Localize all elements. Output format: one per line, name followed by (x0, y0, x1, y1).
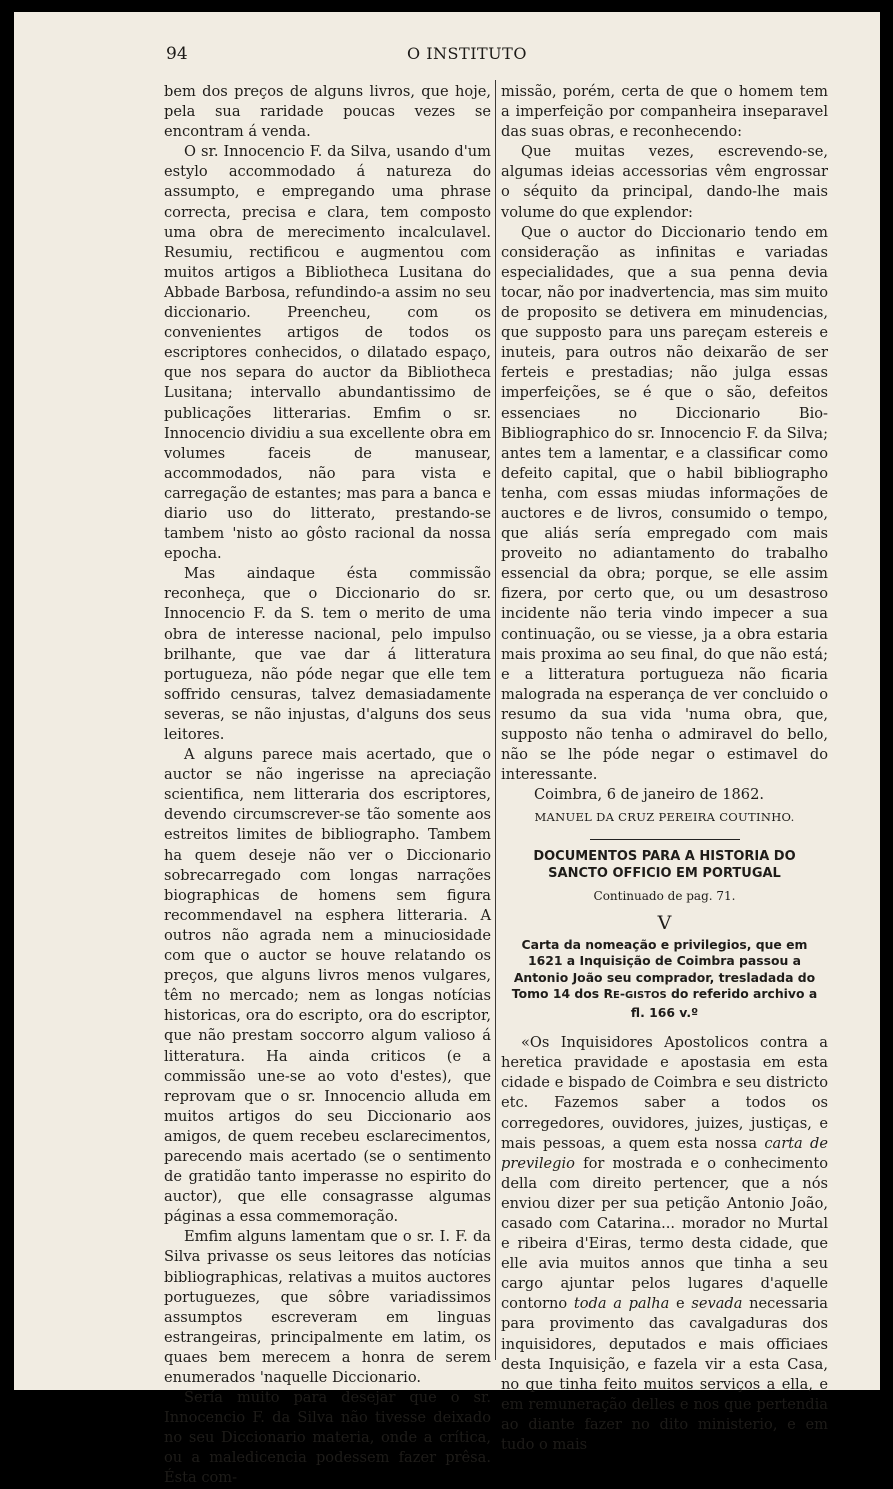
text-run: for mostrada e o conhecimento della com direito pertencer, que a nós enviou dizer per sua petição Antonio João, casado com Catarina... morador no Murtal e ribeira d'Eiras, termo desta cidade, que elle avia muitos annos que tinha a seu cargo ajuntar pelos lugares d'aquelle contorno (501, 1154, 828, 1313)
italic-text: carta de previlegio (501, 1134, 828, 1172)
text-run: necessaria para provimento das cavalgaduras dos inquisidores, deputados e mais officiaes desta Inquisição, e fazela vir a esta Casa, no que tinha feito muitos serviços a ella, e em remuneração delles e nos que pertendia ao diante fazer no dito ministerio, e em tudo o mais (501, 1295, 829, 1454)
paragraph: Sería muito para desejar que o sr. Innocencio F. da Silva não tivesse deixado no seu Diccionario materia, onde a crítica, ou a maledicencia podessem fazer prêsa. Ésta com- (164, 1389, 491, 1487)
section-rule (590, 839, 740, 840)
small-caps: E (613, 990, 620, 1002)
paragraph: A alguns parece mais acertado, que o auctor se não ingerisse na apreciação scientifica, nem litteraria dos escriptores, devendo circumscrever-se tão somente aos estreitos limites de bibliographo. Tambem ha quem deseje não ver o Diccionario sobrecarregado com longas narrações biographicas de homens sem figura recommendavel na esphera litteraria. A outros não agrada nem a minuciosidade com que o auctor se houve relatando os preços, que alguns livros menos vulgares, têm no mercado; nem as longas notícias historicas, ora do escripto, ora do escriptor, que não prestam soccorro algum valioso á litteratura. Ha ainda criticos (e a commissão une-se ao voto d'estes), que reprovam que o sr. Innocencio alluda em muitos artigos do seu Diccionario aos amigos, de quem recebeu esclarecimentos, parecendo mais acertado (se o sentimento de gratidão tanto imperasse no espirito do auctor), que elle consagrasse algumas páginas a essa commemoração. (164, 746, 491, 1226)
paragraph: Mas aindaque ésta commissão reconheça, que o Diccionario do sr. Innocencio F. da S. tem o merito de uma obra de interesse nacional, pelo impulso brilhante, que vae dar á litteratura portugueza, não póde negar que elle tem soffrido censuras, talvez demasiadamente severas, se não injustas, d'alguns dos seus leitores. (164, 565, 491, 743)
continuation-note: Continuado de pag. 71. (593, 889, 736, 904)
right-column (501, 82, 828, 1455)
paragraph: O sr. Innocencio F. da Silva, usando d'um estylo accommodado á natureza do assumpto, e empregando uma phrase correcta, precisa e clara, tem composto uma obra de merecimento incalculavel. Resumiu, rectificou e augmentou com muitos artigos a Bibliotheca Lusitana do Abbade Barbosa, refundindo-a assim no seu diccionario. Preencheu, com os convenientes artigos de todos os escriptores conhecidos, o dilatado espaço, que nos separa do auctor da Bibliotheca Lusitana; intervallo abundantissimo de publicações litterarias. Emfim o sr. Innocencio dividiu a sua excellente obra em volumes faceis de manusear, accommodados, não para vista e carregação de estantes; mas para a banca e diario uso do litterato, prestando-se tambem 'nisto ao gôsto racional da nossa epocha. (164, 143, 491, 563)
dateline: Coimbra, 6 de janeiro de 1862. (533, 786, 764, 804)
small-caps: GISTOS (625, 990, 667, 1002)
paragraph: Que o auctor do Diccionario tendo em consideração as infinitas e variadas especialidades, que a sua penna devia tocar, não por inadvertencia, mas sim muito de proposito se detivera em minudencias, que supposto para uns pareçam estereis e inuteis, para outros não deixarão de ser ferteis e prestadias; não julga essas imperfeições, se é que o são, defeitos essenciaes no Diccionario Bio-Bibliographico do sr. Innocencio F. da Silva; antes tem a lamentar, e a classificar como defeito capital, que o habil bibliographo tenha, com essas miudas informações de auctores e de livros, consumido o tempo, que aliás sería empregado com mais proveito no adiantamento do trabalho essencial da obra; porque, se elle assim fizera, por certo que, ou um desastroso incidente não teria vindo impecer a sua continuação, ou se viesse, ja a obra estaria mais proxima ao seu final, do que não está; e a litteratura portugueza não ficaria malograda na esperança de ver concluido o resumo da sua vida 'numa obra, que, supposto não tenha o admiravel do bello, não se lhe póde negar o estimavel do interessante. (501, 223, 828, 784)
document-heading-text: do referido archivo a fl. 166 v.º (630, 986, 818, 1020)
italic-text: sevada (691, 1295, 743, 1313)
italic-text: toda a palha (573, 1295, 670, 1313)
paragraph: Que muitas vezes, escrevendo-se, algumas ideias accessorias vêm engrossar o séquito da principal, dando-lhe mais volume do que explendor: (501, 143, 828, 221)
document-text (501, 1033, 828, 1455)
text-run: e (669, 1295, 692, 1313)
newspaper-page (14, 12, 880, 1487)
left-column (164, 82, 491, 1489)
document-heading (505, 937, 824, 1022)
document-heading-text: Carta da nomeação e privilegios, que em 1621 a Inquisição de Coimbra passou a Antonio João seu comprador, tresladada do Tomo 14 dos R (511, 936, 816, 1002)
page-header (14, 42, 880, 68)
page-number: 94 (166, 44, 188, 64)
paragraph: bem dos preços de alguns livros, que hoje, pela sua raridade poucas vezes se encontram á venda. (164, 83, 491, 141)
column-divider (495, 80, 496, 1360)
paragraph: missão, porém, certa de que o homem tem a imperfeição por companheira inseparavel das suas obras, e reconhecendo: (501, 83, 828, 141)
text-run: «Os Inquisidores Apostolicos contra a heretica pravidade e apostasia em esta cidade e bispado de Coimbra e seu districto etc. Fazemos saber a todos os corregedores, ouvidores, juizes, justiças, e mais pessoas, a quem esta nossa (501, 1034, 828, 1152)
chapter-numeral: V (657, 911, 672, 934)
paragraph: Emfim alguns lamentam que o sr. I. F. da Silva privasse os seus leitores das notícias bibliographicas, relativas a muitos auctores portuguezes, que sôbre variadissimos assumptos escreveram em linguas estrangeiras, principalmente em latim, os quaes bem merecem a honra de serem enumerados 'naquelle Diccionario. (164, 1228, 491, 1386)
journal-title: O INSTITUTO (407, 44, 527, 63)
hyphen: - (619, 986, 626, 1002)
section-title: DOCUMENTOS PARA A HISTORIA DO SANCTO OFFICIO EM PORTUGAL (533, 849, 796, 882)
signature: MANUEL DA CRUZ PEREIRA COUTINHO. (534, 810, 795, 825)
